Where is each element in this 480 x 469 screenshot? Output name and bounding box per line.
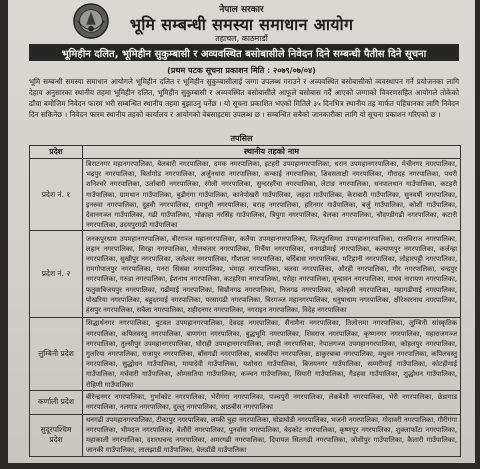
- province-cell: कर्णाली प्रदेश: [30, 390, 83, 414]
- publication-date-line: (प्रथम पटक सूचना प्रकाशन मिति : २०७९/०७/०४): [167, 66, 316, 75]
- table-row: [30, 231, 461, 318]
- table-row: [30, 390, 461, 414]
- province-cell: सुदूरपश्चिम प्रदेश: [30, 414, 83, 456]
- government-label: नेपाल सरकार: [219, 5, 264, 15]
- province-cell: प्रदेश नं. १: [30, 159, 83, 231]
- local-level-cell: बीरेन्द्रनगर नगरपालिका, गुर्भाकोट नगरपालिका, भेरीगंगा नगरपालिका, पञ्चपुरी नगरपालिका, लेकबेशी नगरपालिका, भेरी नगरपालिका, छेडागाड नगरपालिका, नलगाड नगरपालिका, दुल्लु नगरपालिका, आठबीस नगरपालिका: [83, 390, 461, 414]
- local-level-table: [29, 145, 461, 457]
- column-header-province: प्रदेश: [30, 146, 83, 159]
- column-header-local-level: स्थानीय तहको नाम: [83, 146, 461, 159]
- notice-body: भूमि सम्बन्धी समस्या समाधान आयोगले भूमिहीन दलित र भूमिहीन सुकुम्बासीलाई जग्गा उपलब्ध गराउने र अव्यवस्थित बसोबासीको व्यवस्थापन गर्ने प्रयोजनका लागि देहाय अनुसारका स्थानीय तहमा भूमिहीन दलित, भूमिहीन सुकुम्बासी र अव्यवस्थित बसोबासीले आफूले बसोबास गर्दै आएको जग्गाको विवरणसहित आयोगले तोकेको ढाँचा बमोजिम निवेदन फारम भरी सम्बन्धित स्थानीय तहमा बुझाउनु पर्नेछ । यो सूचना प्रकाशित भएको मितिले ३५ दिनभित्र स्थानीय तह मार्फत पहिचानका लागि निवेदन दिन सकिनेछ । निवेदन फारम स्थानीय तहको कार्यालय र आयोगको वेबसाइटमा उपलब्ध छ । सम्बन्धित सबैको जानकारीका लागि यो सूचना प्रकाशन गरिएको छ ।: [29, 77, 459, 119]
- notice-title: भूमिहीन दलित, भूमिहीन सुकुम्बासी र अव्यवस्थित बसोबासीले निवेदन दिने सम्बन्धी पैतीस दिने सूचना: [61, 48, 427, 60]
- bottom-shadow: [8, 463, 475, 469]
- table-row: [30, 159, 461, 231]
- table-header-row: [30, 146, 461, 159]
- address-line: तहाचल, काठमाडौं: [215, 34, 268, 43]
- commission-title: भूमि सम्बन्धी समस्या समाधान आयोग: [129, 15, 354, 34]
- table-row: [30, 318, 461, 390]
- notice-title-banner: [29, 44, 459, 61]
- local-level-cell: जनकपुरधाम उपमहानगरपालिका, बीरगञ्ज महानगरपालिका, कलैया उपमहानगरपालिका, जितपुरसिमरा उपमहानगरपालिका, राजविराज नगरपालिका, लहान नगरपालिका, सिरहा नगरपालिका, गोलबजार नगरपालिका, मिर्चैया नगरपालिका, धनगढीमाई नगरपालिका, कल्याणपुर नगरपालिका, कर्जन्हा नगरपालिका, सुखीपुर नगरपालिका, जलेश्वर नगरपालिका, गौशाला नगरपालिका, बर्दिबास नगरपालिका, मटिहानी नगरपालिका, लोहारपट्टी नगरपालिका, रामगोपालपुर नगरपालिका, मनरा सिसवा नगरपालिका, भंगाहा नगरपालिका, बलवा नगरपालिका, औरही नगरपालिका, गौर नगरपालिका, चन्द्रपुर नगरपालिका, गरुडा नगरपालिका, ईशनाथ नगरपालिका, कटहरिया नगरपालिका, परोहा नगरपालिका, वृन्दावन नगरपालिका, माधव नारायण नगरपालिका, फतुवाबिजयपुर नगरपालिका, गढीमाई नगरपालिका, सिम्रौनगढ नगरपालिका, निजगढ नगरपालिका, कोल्हवी नगरपालिका, महागढीमाई नगरपालिका, पोखरिया नगरपालिका, बहुदरमाई नगरपालिका, परसागढी नगरपालिका, बिरगञ्ज महानगरपालिका, धनुषाधाम नगरपालिका, क्षीरेश्वरनाथ नगरपालिका, हंसपुर नगरपालिका, सबैला नगरपालिका, शहीदनगर नगरपालिका, नगराइन नगरपालिका, विदेह नगरपालिका: [83, 231, 461, 318]
- table-row: [30, 414, 461, 456]
- province-cell: लुम्बिनी प्रदेश: [30, 318, 83, 390]
- local-level-cell: बिराटनगर महानगरपालिका, बेलबारी नगरपालिका, दमक नगरपालिका, इटहरी उपमहानगरपालिका, धरान उपमहानगरपालिका, मेचीनगर नगरपालिका, भद्रपुर नगरपालिका, बिर्तामोड नगरपालिका, अर्जुनधारा नगरपालिका, कन्काई नगरपालिका, शिवसताक्षी नगरपालिका, गौरादह नगरपालिका, पथरी शनिश्चरे नगरपालिका, उर्लाबारी नगरपालिका, रंगेली नगरपालिका, सुन्दरहरैंचा नगरपालिका, लेटाङ नगरपालिका, धनपालथान गाउँपालिका, कटहरी गाउँपालिका, ग्रामथान गाउँपालिका, बुढीगंगा गाउँपालिका, कानेपोखरी गाउँपालिका, जहदा गाउँपालिका, केराबारी गाउँपालिका, सुनवर्षी नगरपालिका, इनरुवा नगरपालिका, दुहवी नगरपालिका, रामधुनी नगरपालिका, बराह नगरपालिका, हरिनगर गाउँपालिका, बर्जु गाउँपालिका, कोशी गाउँपालिका, देवानगञ्ज गाउँपालिका, गढी गाउँपालिका, भोक्राहा नरसिंह गाउँपालिका, त्रियुगा नगरपालिका, बेलका नगरपालिका, चौदण्डीगढी नगरपालिका, कटारी नगरपालिका, उदयपुरगढी गाउँपालिका: [83, 159, 461, 231]
- province-cell: प्रदेश नं. २: [30, 231, 83, 318]
- annex-label: तपसिल: [230, 134, 253, 143]
- local-level-cell: धनगढी उपमहानगरपालिका, टीकापुर नगरपालिका, लम्की चुहा नगरपालिका, घोडाघोडी नगरपालिका, भजनी नगरपालिका, गोदावरी नगरपालिका, गौरीगंगा नगरपालिका, भीमदत्त नगरपालिका, बेलौरी नगरपालिका, पुनर्वास नगरपालिका, बेदकोट नगरपालिका, कृष्णपुर नगरपालिका, शुक्लाफाँटा नगरपालिका, महाकाली नगरपालिका, दशरथचन्द नगरपालिका, अमरगढी नगरपालिका, दिपायल सिलगढी नगरपालिका, जोशीपुर गाउँपालिका, कैलारी गाउँपालिका, जानकी गाउँपालिका, लालझाडी गाउँपालिका, बेलडाँडी गाउँपालिका: [83, 414, 461, 456]
- local-level-cell: सिद्धार्थनगर नगरपालिका, बुटवल उपमहानगरपालिका, देवदह नगरपालिका, सैनामैना नगरपालिका, तिलोत्तमा नगरपालिका, लुम्बिनी सांस्कृतिक नगरपालिका, कपिलवस्तु नगरपालिका, बाणगंगा नगरपालिका, बुद्धभूमि नगरपालिका, शिवराज नगरपालिका, कृष्णनगर नगरपालिका, महाराजगञ्ज नगरपालिका, तुल्सीपुर उपमहानगरपालिका, घोराही उपमहानगरपालिका, लमही नगरपालिका, नेपालगञ्ज उपमहानगरपालिका, कोहलपुर नगरपालिका, गुलरिया नगरपालिका, राजापुर नगरपालिका, बाँसगढी नगरपालिका, बारबर्दिया नगरपालिका, ठाकुरबाबा नगरपालिका, मधुवन नगरपालिका, कपिलवस्तु नगरपालिका, सुद्धोधन गाउँपालिका, मायादेवी गाउँपालिका, यशोधरा गाउँपालिका, बिजयनगर गाउँपालिका, सम्मरीमाई गाउँपालिका, कोटहीमाई गाउँपालिका, मर्चवारी गाउँपालिका, ओमसतिया गाउँपालिका, कञ्चन गाउँपालिका, सियारी गाउँपालिका, गैडहवा गाउँपालिका, शुद्धोधन गाउँपालिका, रोहिणी गाउँपालिका: [83, 318, 461, 390]
- notice-paper: [8, 0, 475, 469]
